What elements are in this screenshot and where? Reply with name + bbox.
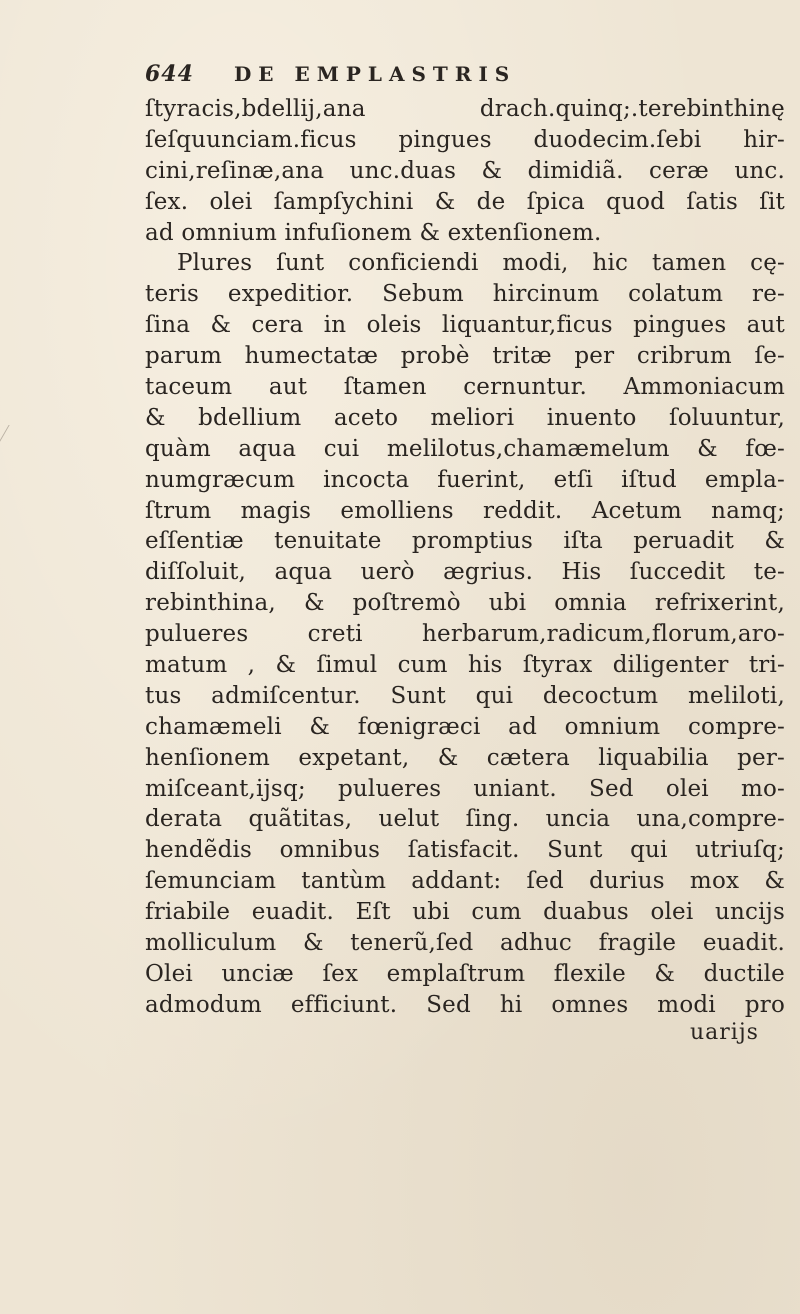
text-line: ſina & cera in oleis liquantur,ficus pingues aut (145, 312, 785, 339)
text-line: quàm aqua cui melilotus,chamæmelum & fœ- (145, 435, 785, 462)
text-line: rebinthina, & poſtremò ubi omnia refrixerint, (145, 590, 785, 617)
text-line: friabile euadit. Eſt ubi cum duabus olei uncijs (145, 899, 785, 926)
text-line: eſſentiæ tenuitate promptius iſta peruadit & (145, 528, 785, 555)
text-line: henſionem expetant, & cætera liquabilia per- (145, 744, 785, 771)
text-line: ſtyracis,bdellij,ana drach.quinq;.terebinthinę (145, 96, 785, 122)
text-line: tus admiſcentur. Sunt qui decoctum meliloti, (145, 682, 785, 709)
text-line: diſſoluit, aqua uerò ægrius. His ſuccedit te- (145, 559, 785, 586)
text-line: ſex. olei ſampſychini & de ſpica quod ſatis ſit (145, 188, 785, 215)
text-line: matum , & ſimul cum his ſtyrax diligenter tri- (145, 652, 785, 679)
text-line: chamæmeli & fœnigræci ad omnium compre- (145, 713, 785, 740)
text-line: numgræcum incocta fuerint, etſi iſtud empla- (145, 466, 785, 493)
body-text (145, 94, 785, 1021)
text-line: Plures ſunt conficiendi modi, hic tamen cę- (177, 250, 785, 277)
text-line: admodum efficiunt. Sed hi omnes modi pro (145, 991, 785, 1018)
text-line: pulueres creti herbarum,radicum,florum,aro- (145, 621, 785, 648)
text-line: molliculum & tenerũ,ſed adhuc fragile euadit. (145, 930, 785, 957)
text-line: hendẽdis omnibus ſatisfacit. Sunt qui utriuſq; (145, 837, 785, 864)
running-head: DE EMPLASTRIS (233, 62, 517, 86)
text-line: & bdellium aceto meliori inuento ſoluuntur, (145, 404, 785, 431)
text-line: ad omnium infuſionem & extenſionem. (145, 219, 602, 246)
page-number: 644 (145, 61, 194, 87)
text-line: ſemunciam tantùm addant: ſed durius mox & (145, 868, 785, 895)
text-line: ſtrum magis emolliens reddit. Acetum namq; (145, 497, 785, 524)
text-line: miſceant,ijsq; pulueres uniant. Sed olei mo- (145, 775, 785, 802)
page-margin-mark (0, 425, 24, 455)
catchword: uarijs (690, 1020, 759, 1045)
text-line: cini,reſinæ,ana unc.duas & dimidiã. ceræ unc. (145, 157, 785, 184)
text-line: ſeſquunciam.ficus pingues duodecim.ſebi hir- (145, 126, 785, 153)
text-line: Olei unciæ ſex emplaſtrum flexile & ductile (145, 960, 785, 987)
text-line: derata quãtitas, uelut ſing. uncia una,compre- (145, 806, 785, 833)
page-header (145, 58, 516, 90)
text-line: teris expeditior. Sebum hircinum colatum re- (145, 281, 785, 308)
text-line: taceum aut ſtamen cernuntur. Ammoniacum (145, 374, 785, 401)
text-line: parum humectatæ probè tritæ per cribrum ſe- (145, 343, 785, 370)
